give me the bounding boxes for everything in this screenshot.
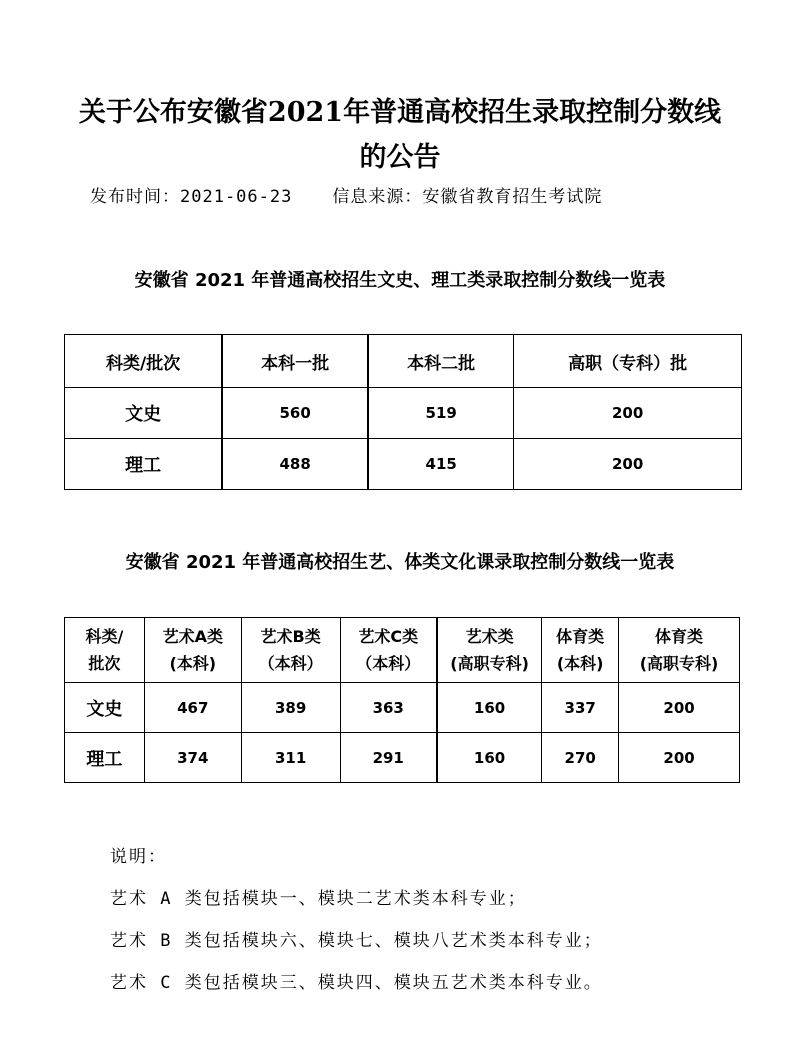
header-cell: 本科二批 — [368, 335, 514, 388]
table-row — [65, 733, 740, 783]
header-cell — [619, 618, 740, 683]
notes-heading: 说明： — [110, 847, 167, 867]
header-line1: 艺术A类 — [162, 627, 223, 646]
header-cell — [144, 618, 241, 683]
header-line2: (高职专科) — [639, 654, 719, 673]
header-cell — [65, 618, 145, 683]
document-meta — [90, 182, 642, 207]
header-line2: (本科) — [169, 654, 217, 673]
header-line2: 批次 — [88, 654, 121, 673]
header-line1: 艺术类 — [465, 627, 514, 646]
header-cell — [241, 618, 340, 683]
table-header-row — [65, 618, 740, 683]
header-line1: 艺术B类 — [260, 627, 321, 646]
header-line2: （本科） — [258, 654, 323, 673]
table-cell: 415 — [368, 439, 514, 490]
header-cell: 本科一批 — [222, 335, 368, 388]
table-cell: 363 — [340, 683, 437, 733]
note-item: 艺术 B 类包括模块六、模块七、模块八艺术类本科专业； — [110, 931, 603, 951]
header-line1: 艺术C类 — [358, 627, 419, 646]
publish-time: 发布时间：2021-06-23 — [90, 187, 293, 207]
table-cell: 160 — [437, 683, 542, 733]
table-cell: 291 — [340, 733, 437, 783]
note-item: 艺术 A 类包括模块一、模块二艺术类本科专业； — [110, 889, 527, 909]
table-cell: 160 — [437, 733, 542, 783]
table-cell: 519 — [368, 388, 514, 439]
table-cell: 488 — [222, 439, 368, 490]
table-row — [65, 683, 740, 733]
note-item: 艺术 C 类包括模块三、模块四、模块五艺术类本科专业。 — [110, 973, 603, 993]
header-cell: 科类/批次 — [65, 335, 223, 388]
header-cell — [542, 618, 619, 683]
row-category: 文史 — [65, 388, 223, 439]
table-cell: 374 — [144, 733, 241, 783]
table1-caption: 安徽省 2021 年普通高校招生文史、理工类录取控制分数线一览表 — [134, 270, 666, 291]
row-category: 理工 — [65, 733, 145, 783]
notes-section — [110, 842, 603, 1010]
header-line2: (本科) — [556, 654, 604, 673]
row-category: 文史 — [65, 683, 145, 733]
header-cell — [340, 618, 437, 683]
table-cell: 389 — [241, 683, 340, 733]
table2-caption: 安徽省 2021 年普通高校招生艺、体类文化课录取控制分数线一览表 — [125, 552, 675, 573]
table-cell: 200 — [514, 439, 742, 490]
table-cell: 337 — [542, 683, 619, 733]
info-source: 信息来源：安徽省教育招生考试院 — [332, 187, 603, 207]
table-cell: 560 — [222, 388, 368, 439]
header-line1: 体育类 — [556, 627, 605, 646]
header-line2: (高职专科) — [450, 654, 529, 673]
header-line1: 体育类 — [655, 627, 704, 646]
table-row — [65, 388, 742, 439]
table-cell: 200 — [514, 388, 742, 439]
table-cell: 200 — [619, 733, 740, 783]
score-table-art-sports — [64, 617, 740, 783]
table-cell: 270 — [542, 733, 619, 783]
table-cell: 311 — [241, 733, 340, 783]
table-header-row — [65, 335, 742, 388]
header-line1: 科类/ — [85, 627, 124, 646]
table-cell: 467 — [144, 683, 241, 733]
header-line2: （本科） — [356, 654, 421, 673]
row-category: 理工 — [65, 439, 223, 490]
document-title-line2: 的公告 — [359, 142, 441, 173]
table-row — [65, 439, 742, 490]
header-cell — [437, 618, 542, 683]
document-title-line1: 关于公布安徽省2021年普通高校招生录取控制分数线 — [78, 97, 722, 128]
table-cell: 200 — [619, 683, 740, 733]
header-cell: 高职（专科）批 — [514, 335, 742, 388]
score-table-wenli — [64, 334, 742, 490]
